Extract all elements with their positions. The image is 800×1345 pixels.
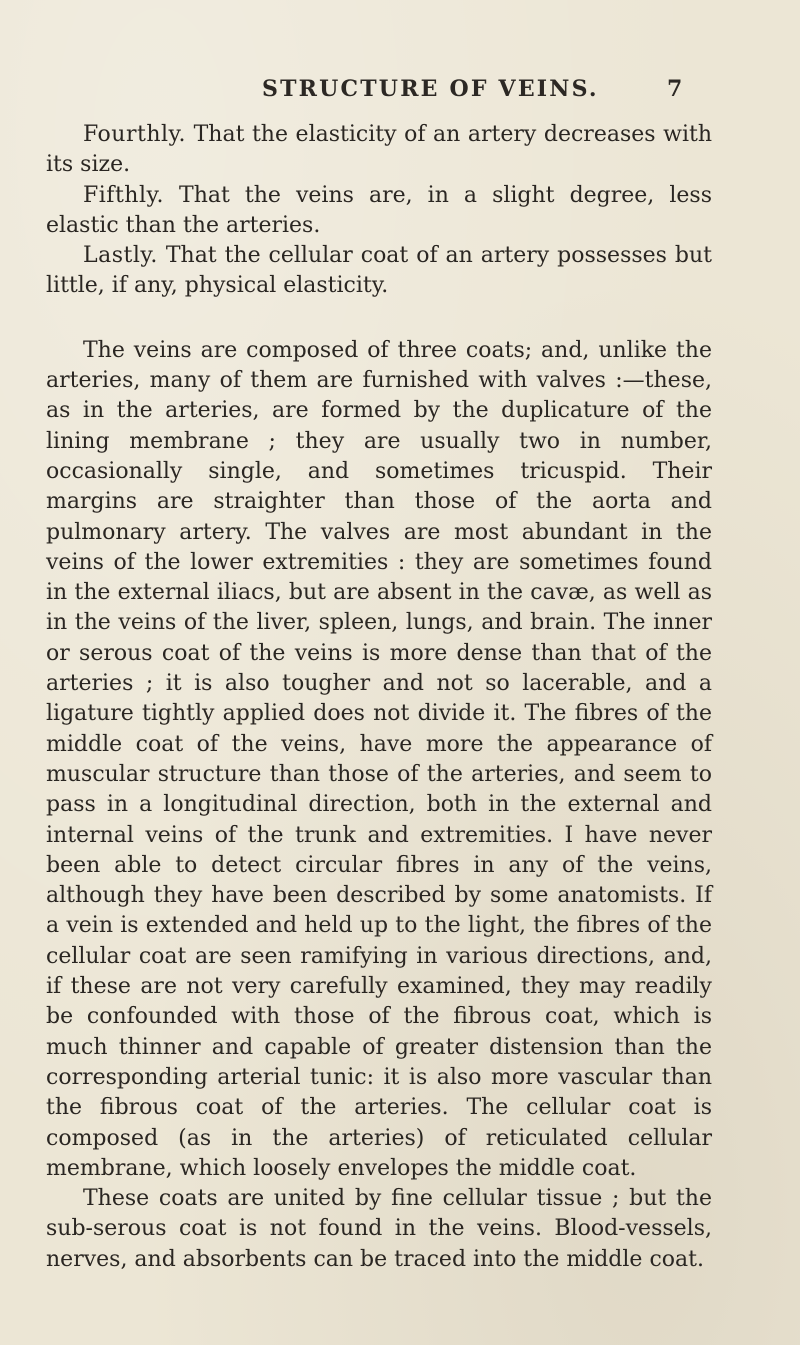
page-number: 7 [667, 76, 683, 102]
paragraph-text: That the veins are, in a slight degree, less elastic than the arteries. [46, 182, 712, 238]
paragraph-text: That the cellular coat of an artery possesses but little, if any, physical elasticity. [46, 243, 712, 299]
paragraph-fourthly [46, 120, 712, 181]
paragraph-vein-coats [46, 336, 712, 1184]
running-head [0, 76, 800, 110]
paragraph-lead: Lastly. [83, 243, 158, 269]
body-text [46, 120, 712, 1275]
paragraph-fifthly [46, 181, 712, 242]
paragraph-lastly [46, 241, 712, 302]
paragraph-lead: Fifthly. [83, 182, 164, 208]
paragraph-text: The veins are composed of three coats; and, unlike the arteries, many of them are furnished with valves :—these, as in the arteries, are formed by the duplicature of the lining membrane ; they are usually two in number, occasionally single, and sometimes tricuspid. Their margins are straighter than those of the aorta and pulmonary artery. The valves are most abundant in the veins of the lower extremities : they are sometimes found in the external iliacs, but are absent in the cavæ, as well as in the veins of the liver, spleen, lungs, and brain. The inner or serous coat of the veins is more dense than that of the arteries ; it is also tougher and not so lacerable, and a ligature tightly applied does not divide it. The fibres of the middle coat of the veins, have more the appearance of muscular structure than those of the arteries, and seem to pass in a longitudinal direction, both in the external and internal veins of the trunk and extremities. I have never been able to detect circular fibres in any of the veins, although they have been described by some anatomists. If a vein is extended and held up to the light, the fibres of the cellular coat are seen ramifying in various directions, and, if these are not very carefully examined, they may readily be confounded with those of the fibrous coat, which is much thinner and capable of greater distension than the corresponding arterial tunic: it is also more vascular than the fibrous coat of the arteries. The cellular coat is composed (as in the arteries) of reticulated cellular membrane, which loosely envelopes the middle coat. [46, 337, 712, 1181]
page-header-title: STRUCTURE OF VEINS. [262, 76, 599, 102]
paragraph-coats-united [46, 1184, 712, 1275]
paragraph-text: That the elasticity of an artery decreases with its size. [46, 122, 712, 178]
paragraph-lead: Fourthly. [83, 122, 187, 147]
paragraph-text: These coats are united by fine cellular tissue ; but the sub-serous coat is not found in the veins. Blood-vessels, nerves, and absorbents can be traced into the middle coat. [46, 1186, 712, 1272]
